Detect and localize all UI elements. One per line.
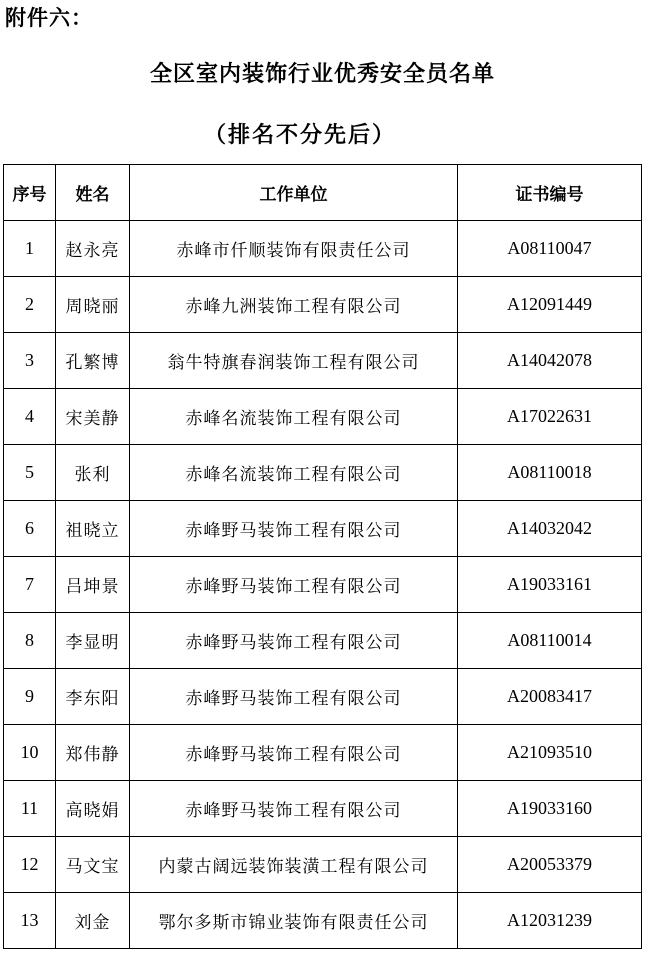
- cell-name: 宋美静: [56, 389, 130, 445]
- cell-name: 李显明: [56, 613, 130, 669]
- cell-seq: 8: [4, 613, 56, 669]
- table-row: [4, 837, 642, 893]
- table-row: [4, 669, 642, 725]
- safety-officer-table: [3, 164, 642, 949]
- cell-unit: 赤峰名流装饰工程有限公司: [130, 445, 458, 501]
- cell-cert: A08110047: [458, 221, 642, 277]
- cell-unit: 赤峰市仟顺装饰有限责任公司: [130, 221, 458, 277]
- cell-seq: 4: [4, 389, 56, 445]
- cell-cert: A12091449: [458, 277, 642, 333]
- table-row: [4, 333, 642, 389]
- cell-name: 吕坤景: [56, 557, 130, 613]
- cell-cert: A20053379: [458, 837, 642, 893]
- table-row: [4, 557, 642, 613]
- cell-cert: A14042078: [458, 333, 642, 389]
- header-name: 姓名: [56, 165, 130, 221]
- cell-unit: 赤峰名流装饰工程有限公司: [130, 389, 458, 445]
- cell-name: 郑伟静: [56, 725, 130, 781]
- cell-name: 李东阳: [56, 669, 130, 725]
- header-row: [4, 165, 642, 221]
- table-row: [4, 893, 642, 949]
- cell-unit: 赤峰野马装饰工程有限公司: [130, 725, 458, 781]
- cell-name: 高晓娟: [56, 781, 130, 837]
- cell-seq: 11: [4, 781, 56, 837]
- cell-seq: 5: [4, 445, 56, 501]
- cell-cert: A17022631: [458, 389, 642, 445]
- cell-name: 刘金: [56, 893, 130, 949]
- header-unit: 工作单位: [130, 165, 458, 221]
- table-row: [4, 221, 642, 277]
- cell-seq: 3: [4, 333, 56, 389]
- cell-unit: 翁牛特旗春润装饰工程有限公司: [130, 333, 458, 389]
- table-row: [4, 389, 642, 445]
- cell-seq: 7: [4, 557, 56, 613]
- cell-unit: 内蒙古阔远装饰装潢工程有限公司: [130, 837, 458, 893]
- attachment-label: 附件六：: [5, 6, 93, 30]
- cell-unit: 赤峰野马装饰工程有限公司: [130, 781, 458, 837]
- table-body: [4, 221, 642, 949]
- cell-unit: 赤峰野马装饰工程有限公司: [130, 501, 458, 557]
- cell-unit: 鄂尔多斯市锦业装饰有限责任公司: [130, 893, 458, 949]
- cell-name: 赵永亮: [56, 221, 130, 277]
- cell-cert: A19033160: [458, 781, 642, 837]
- cell-seq: 1: [4, 221, 56, 277]
- cell-seq: 6: [4, 501, 56, 557]
- cell-seq: 12: [4, 837, 56, 893]
- cell-unit: 赤峰野马装饰工程有限公司: [130, 557, 458, 613]
- header-seq: 序号: [4, 165, 56, 221]
- table-row: [4, 501, 642, 557]
- cell-cert: A08110018: [458, 445, 642, 501]
- cell-cert: A19033161: [458, 557, 642, 613]
- cell-name: 马文宝: [56, 837, 130, 893]
- cell-cert: A14032042: [458, 501, 642, 557]
- cell-name: 孔繁博: [56, 333, 130, 389]
- table-row: [4, 277, 642, 333]
- table-row: [4, 725, 642, 781]
- cell-name: 祖晓立: [56, 501, 130, 557]
- cell-name: 周晓丽: [56, 277, 130, 333]
- header-cert: 证书编号: [458, 165, 642, 221]
- cell-unit: 赤峰九洲装饰工程有限公司: [130, 277, 458, 333]
- cell-unit: 赤峰野马装饰工程有限公司: [130, 669, 458, 725]
- table-row: [4, 781, 642, 837]
- cell-cert: A21093510: [458, 725, 642, 781]
- table-header: [4, 165, 642, 221]
- cell-cert: A20083417: [458, 669, 642, 725]
- cell-unit: 赤峰野马装饰工程有限公司: [130, 613, 458, 669]
- cell-name: 张利: [56, 445, 130, 501]
- table-row: [4, 613, 642, 669]
- cell-seq: 9: [4, 669, 56, 725]
- cell-seq: 2: [4, 277, 56, 333]
- document-title: 全区室内装饰行业优秀安全员名单: [149, 62, 495, 87]
- cell-cert: A12031239: [458, 893, 642, 949]
- cell-cert: A08110014: [458, 613, 642, 669]
- cell-seq: 10: [4, 725, 56, 781]
- document-subtitle: （排名不分先后）: [203, 123, 396, 148]
- table-row: [4, 445, 642, 501]
- cell-seq: 13: [4, 893, 56, 949]
